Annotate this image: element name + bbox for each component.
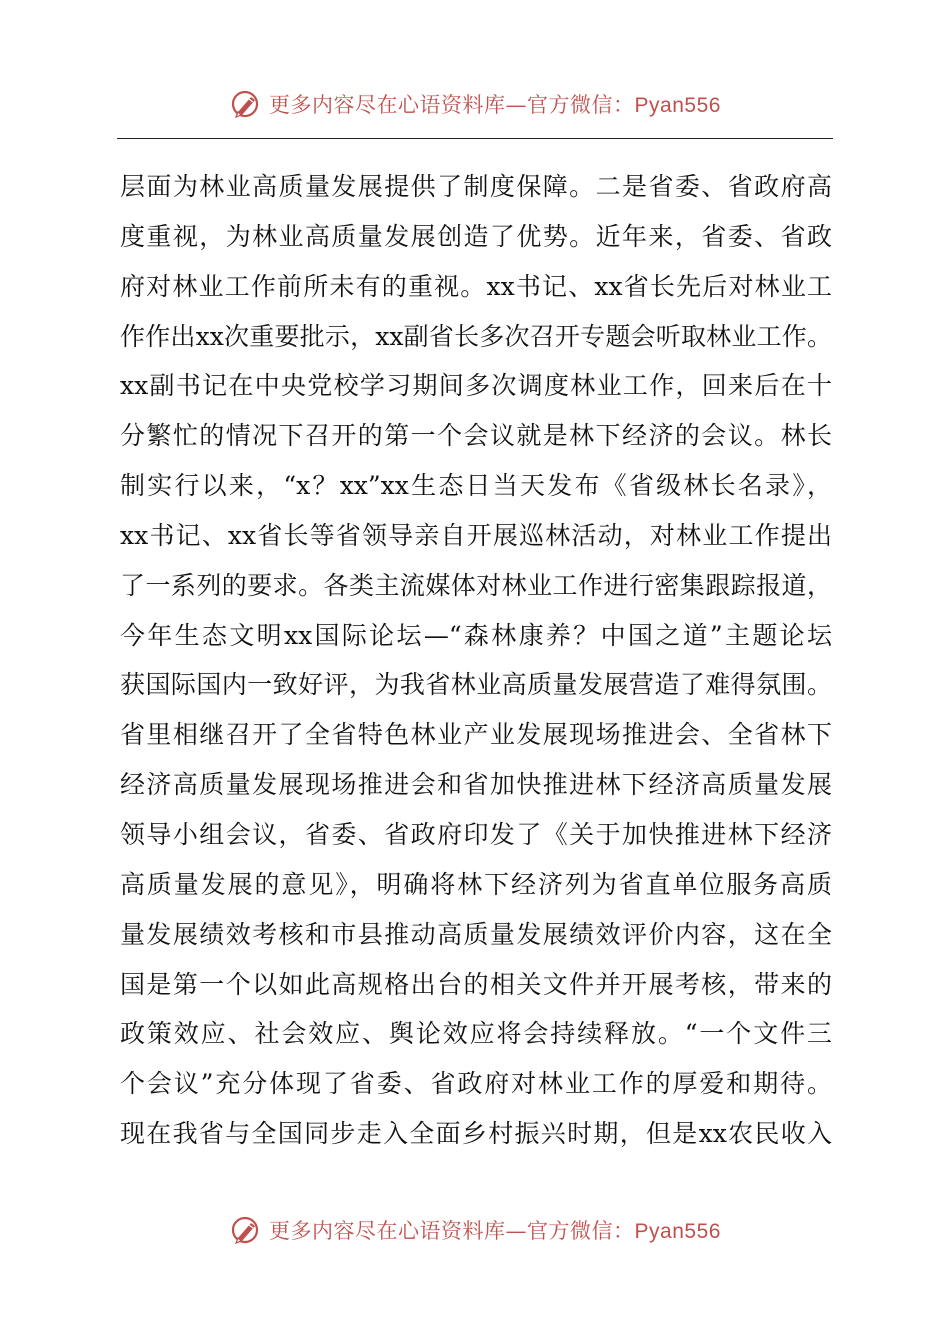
header-watermark-text bbox=[269, 89, 721, 119]
body-line: 现在我省与全国同步走入全面乡村振兴时期，但是xx农民收入 bbox=[120, 1119, 832, 1149]
body-line: 制实行以来，“x？xx”xx生态日当天发布《省级林长名录》， bbox=[120, 471, 832, 501]
body-line: 分繁忙的情况下召开的第一个会议就是林下经济的会议。林长 bbox=[120, 421, 832, 451]
header-watermark-wechat-id: Pyan556 bbox=[634, 94, 721, 117]
body-line: 今年生态文明xx国际论坛—“森林康养？中国之道”主题论坛 bbox=[120, 620, 832, 650]
body-line: 获国际国内一致好评，为我省林业高质量发展营造了难得氛围。 bbox=[120, 670, 832, 700]
body-line: 层面为林业高质量发展提供了制度保障。二是省委、省政府高 bbox=[120, 172, 832, 201]
pen-circle-logo-icon bbox=[229, 87, 263, 121]
pen-circle-logo-icon bbox=[229, 1213, 263, 1247]
body-line: 省里相继召开了全省特色林业产业发展现场推进会、全省林下 bbox=[120, 720, 832, 750]
body-line: 领导小组会议，省委、省政府印发了《关于加快推进林下经济 bbox=[120, 819, 832, 849]
body-line: 府对林业工作前所未有的重视。xx书记、xx省长先后对林业工 bbox=[120, 271, 832, 301]
footer-watermark-wechat-id: Pyan556 bbox=[634, 1220, 721, 1243]
footer-watermark bbox=[0, 1210, 950, 1250]
header-watermark bbox=[0, 84, 950, 124]
body-line: xx书记、xx省长等省领导亲自开展巡林活动，对林业工作提出 bbox=[120, 520, 832, 550]
footer-watermark-text bbox=[269, 1215, 721, 1245]
body-line: 作作出xx次重要批示，xx副省长多次召开专题会听取林业工作。 bbox=[120, 321, 832, 351]
body-line: xx副书记在中央党校学习期间多次调度林业工作，回来后在十 bbox=[120, 371, 832, 401]
body-line: 国是第一个以如此高规格出台的相关文件并开展考核，带来的 bbox=[120, 969, 832, 999]
body-line: 政策效应、社会效应、舆论效应将会持续释放。“一个文件三 bbox=[120, 1019, 832, 1049]
header-divider bbox=[117, 138, 833, 139]
body-line: 经济高质量发展现场推进会和省加快推进林下经济高质量发展 bbox=[120, 770, 832, 800]
body-line: 高质量发展的意见》，明确将林下经济列为省直单位服务高质 bbox=[120, 869, 832, 899]
document-body bbox=[120, 162, 832, 1159]
footer-watermark-cn: 更多内容尽在心语资料库—官方微信： bbox=[269, 1219, 635, 1243]
header-watermark-cn: 更多内容尽在心语资料库—官方微信： bbox=[269, 93, 635, 117]
body-line: 个会议”充分体现了省委、省政府对林业工作的厚爱和期待。 bbox=[120, 1069, 832, 1099]
body-line: 了一系列的要求。各类主流媒体对林业工作进行密集跟踪报道， bbox=[120, 570, 832, 600]
body-line: 量发展绩效考核和市县推动高质量发展绩效评价内容，这在全 bbox=[120, 919, 832, 949]
body-line: 度重视，为林业高质量发展创造了优势。近年来，省委、省政 bbox=[120, 221, 832, 251]
